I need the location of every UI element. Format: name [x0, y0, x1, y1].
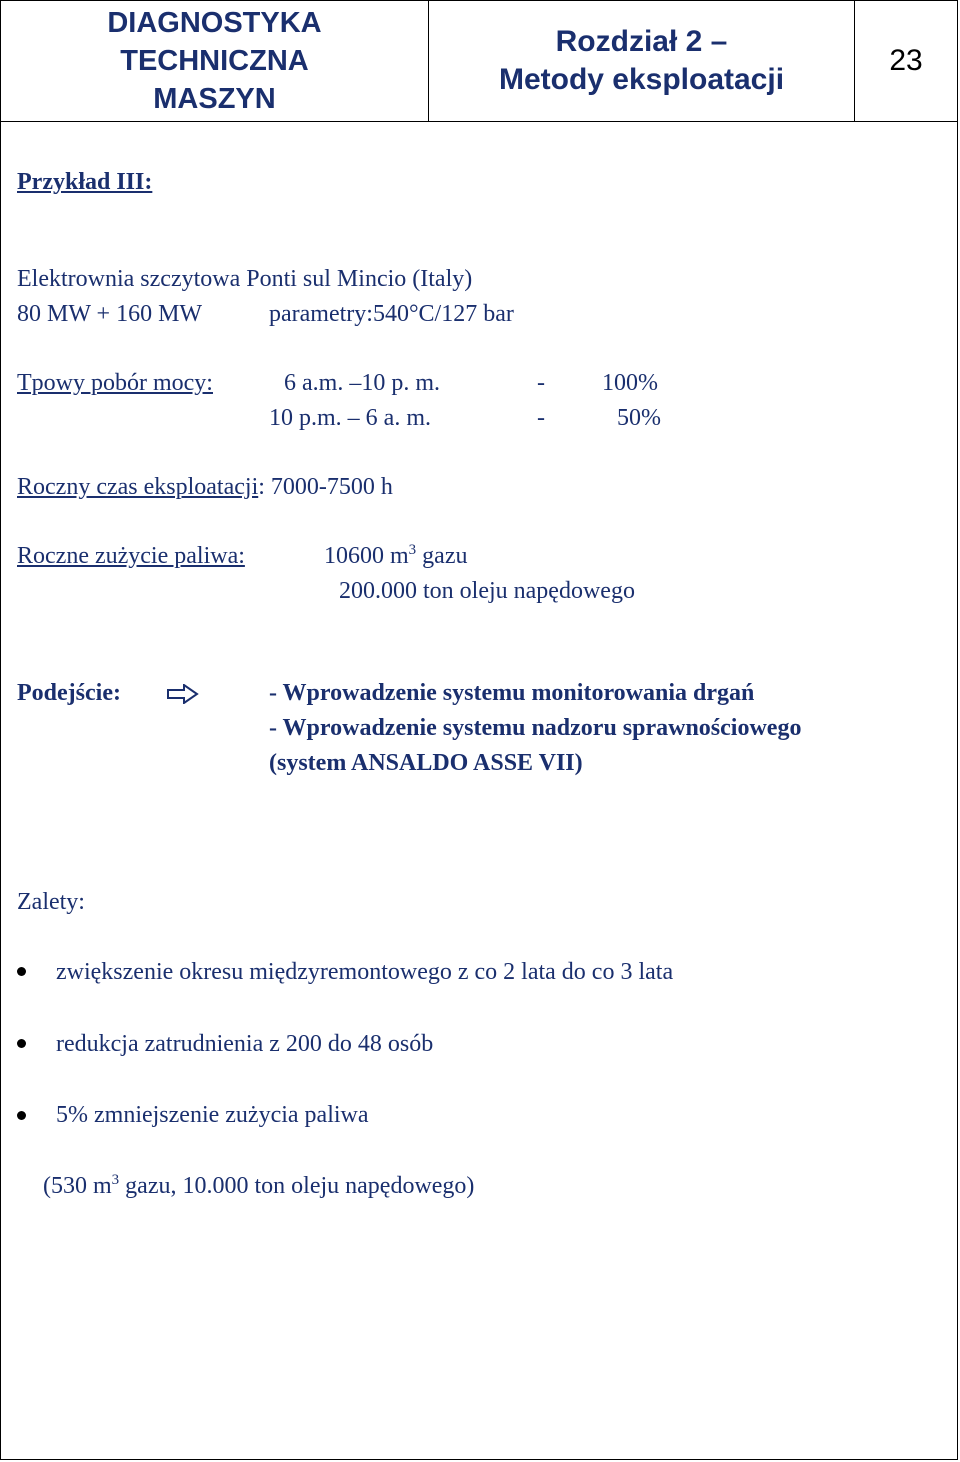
- plant-name: Elektrownia szczytowa Ponti sul Mincio (Italy): [17, 266, 473, 292]
- outline-right-arrow-icon: [167, 684, 199, 704]
- demand-label: Tpowy pobór mocy:: [17, 370, 213, 396]
- fuel-gas-exponent: 3: [408, 542, 417, 558]
- approach-label: Podejście:: [17, 680, 121, 706]
- fuel-gas: [324, 542, 467, 570]
- chapter-title-line2: Metody eksploatacji: [498, 63, 785, 96]
- demand-dash-2: -: [537, 405, 545, 431]
- page-number: 23: [889, 44, 923, 77]
- course-title-line3: MASZYN: [153, 83, 276, 115]
- fuel-gas-amount: 10600 m: [324, 543, 409, 569]
- advantage-item-3: 5% zmniejszenie zużycia paliwa: [56, 1102, 369, 1128]
- savings-note: [43, 1172, 474, 1200]
- savings-gas-exponent: 3: [111, 1172, 120, 1188]
- fuel-oil: 200.000 ton oleju napędowego: [339, 578, 635, 604]
- demand-time-2: 10 p.m. – 6 a. m.: [269, 405, 431, 431]
- fuel-gas-unit: gazu: [416, 543, 468, 569]
- course-title: [1, 1, 429, 121]
- demand-value-1: 100%: [602, 370, 658, 396]
- advantages-label: Zalety:: [17, 889, 85, 915]
- advantage-item-1: zwiększenie okresu międzyremontowego z co 2 lata do co 3 lata: [56, 959, 674, 985]
- chapter-title-line1: Rozdział 2 –: [555, 25, 728, 58]
- fuel-label: Roczne zużycie paliwa:: [17, 543, 245, 569]
- savings-remainder: gazu, 10.000 ton oleju napędowego): [119, 1173, 475, 1199]
- page-header: [1, 1, 957, 122]
- demand-time-1: 6 a.m. –10 p. m.: [284, 370, 440, 396]
- example-title: Przykład III:: [17, 169, 153, 195]
- demand-dash-1: -: [537, 370, 545, 396]
- approach-item-3: (system ANSALDO ASSE VII): [269, 750, 583, 776]
- annual-operation: [17, 473, 393, 501]
- course-title-line2: TECHNICZNA: [120, 45, 309, 77]
- course-title-line1: DIAGNOSTYKA: [107, 7, 322, 39]
- chapter-title: [429, 1, 855, 121]
- plant-parameters: parametry:540°C/127 bar: [269, 301, 514, 327]
- savings-gas-amount: (530 m: [43, 1173, 112, 1199]
- advantage-item-2: redukcja zatrudnienia z 200 do 48 osób: [56, 1031, 434, 1057]
- annual-label: Roczny czas eksploatacji: [17, 474, 259, 500]
- approach-item-1: - Wprowadzenie systemu monitorowania drgań: [269, 680, 755, 706]
- annual-value: : 7000-7500 h: [258, 474, 393, 500]
- bullet-icon: [17, 1111, 26, 1120]
- approach-item-2: - Wprowadzenie systemu nadzoru sprawnościowego: [269, 715, 802, 741]
- plant-power: 80 MW + 160 MW: [17, 301, 203, 327]
- bullet-icon: [17, 1039, 26, 1048]
- demand-value-2: 50%: [617, 405, 661, 431]
- bullet-icon: [17, 967, 26, 976]
